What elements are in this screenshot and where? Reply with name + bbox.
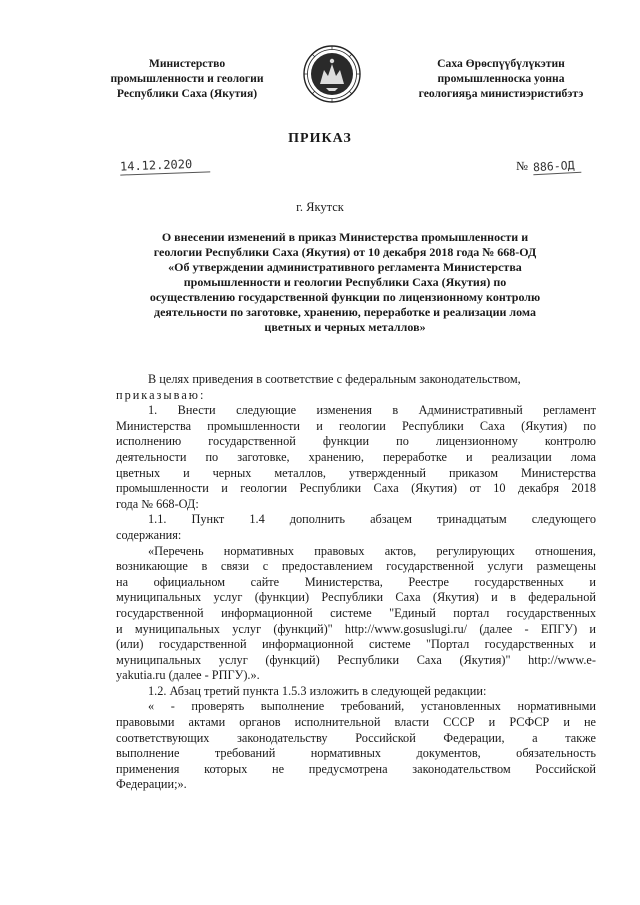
- body-line: приказываю:: [116, 387, 206, 402]
- body-line: « - проверять выполнение требований, установленных нормативными: [148, 699, 596, 714]
- ministry-name-line: промышленноска уонна: [437, 72, 565, 85]
- ministry-name-yakut: [386, 56, 616, 101]
- subject-line: цветных и черных металлов»: [264, 320, 426, 334]
- body-line: содержания:: [116, 527, 182, 542]
- body-line: правовыми актами органов исполнительной власти СССР и РСФСР и не: [116, 715, 596, 730]
- subject-line: деятельности по заготовке, хранению, переработке и реализации лома: [154, 305, 536, 319]
- body-line: деятельности по заготовке, хранению, переработке и реализации лома: [116, 449, 596, 464]
- body-line: года № 668-ОД:: [116, 496, 199, 511]
- city: г. Якутск: [296, 200, 344, 214]
- ministry-name-line: Саха Өрөспүүбүлүкэтин: [437, 57, 565, 70]
- subject-line: осуществлению государственной функции по лицензионному контролю: [149, 290, 541, 304]
- body-line: цветных и черных металлов, утвержденный приказом Министерства: [116, 465, 596, 480]
- body-line: и муниципальных услуг (функций)" http://www.gosuslugi.ru/ (далее - ЕПГУ) и: [116, 621, 596, 636]
- body-line: муниципальных услуг (функций) Республики Саха (Якутия)" http://www.e-: [116, 652, 596, 667]
- order-subject: [110, 230, 580, 335]
- subject-line: геологии Республики Саха (Якутия) от 10 декабря 2018 года № 668-ОД: [153, 245, 537, 259]
- body-line: Министерства промышленности и геологии Республики Саха (Якутия) по: [116, 418, 596, 433]
- document-title: ПРИКАЗ: [288, 131, 352, 146]
- ministry-name-russian: [72, 56, 302, 101]
- document-date: 14.12.2020: [120, 156, 211, 175]
- subject-line: О внесении изменений в приказ Министерства промышленности и: [161, 230, 529, 244]
- body-line: 1.2. Абзац третий пункта 1.5.3 изложить в следующей редакции:: [148, 683, 487, 698]
- body-line: (или) государственной информационной системе "Портал государственных и: [116, 637, 596, 652]
- body-line: «Перечень нормативных правовых актов, регулирующих отношения,: [148, 543, 596, 558]
- yakutia-emblem-icon: [302, 44, 362, 104]
- number-value: 886-ОД: [533, 158, 581, 175]
- body-line: 1. Внести следующие изменения в Административный регламент: [148, 403, 596, 418]
- body-line: промышленности и геологии Республики Саха (Якутия) от 10 декабря 2018: [116, 481, 596, 496]
- body-line: 1.1. Пункт 1.4 дополнить абзацем тринадцатым следующего: [148, 512, 596, 527]
- body-line: на официальном сайте Министерства, Реестре государственных и: [116, 574, 596, 589]
- body-line: возникающие в связи с предоставлением государственной услуги размещены: [116, 559, 596, 574]
- body-line: применения которых не предусмотрена законодательством Российской: [116, 761, 596, 776]
- body-line: исполнению государственной функции по лицензионному контролю: [116, 434, 596, 449]
- body-line: Федерации;».: [116, 777, 187, 792]
- subject-line: промышленности и геологии Республики Саха (Якутия) по: [183, 275, 507, 289]
- body-line: выполнение требований нормативных документов, обязательность: [116, 746, 596, 761]
- subject-line: «Об утверждении административного регламента Министерства: [168, 260, 522, 274]
- ministry-name-line: промышленности и геологии: [110, 72, 264, 85]
- body-line: муниципальных услуг (функции) Республики Саха (Якутия) и в федеральной: [116, 590, 596, 605]
- body-line: соответствующих законодательству Российской Федерации, а также: [116, 730, 596, 745]
- number-sign: №: [516, 159, 528, 173]
- ministry-name-line: геологияҕа министиэристибэтэ: [418, 87, 584, 100]
- ministry-name-line: Министерство: [148, 57, 226, 70]
- body-line: В целях приведения в соответствие с федеральным законодательством,: [148, 372, 521, 386]
- document-number: [516, 159, 581, 174]
- ministry-name-line: Республики Саха (Якутия): [116, 87, 258, 100]
- order-body: [116, 372, 596, 793]
- body-line: государственной информационной системе "Единый портал государственных: [116, 605, 596, 620]
- body-line: yakutia.ru (далее - РПГУ).».: [116, 668, 260, 683]
